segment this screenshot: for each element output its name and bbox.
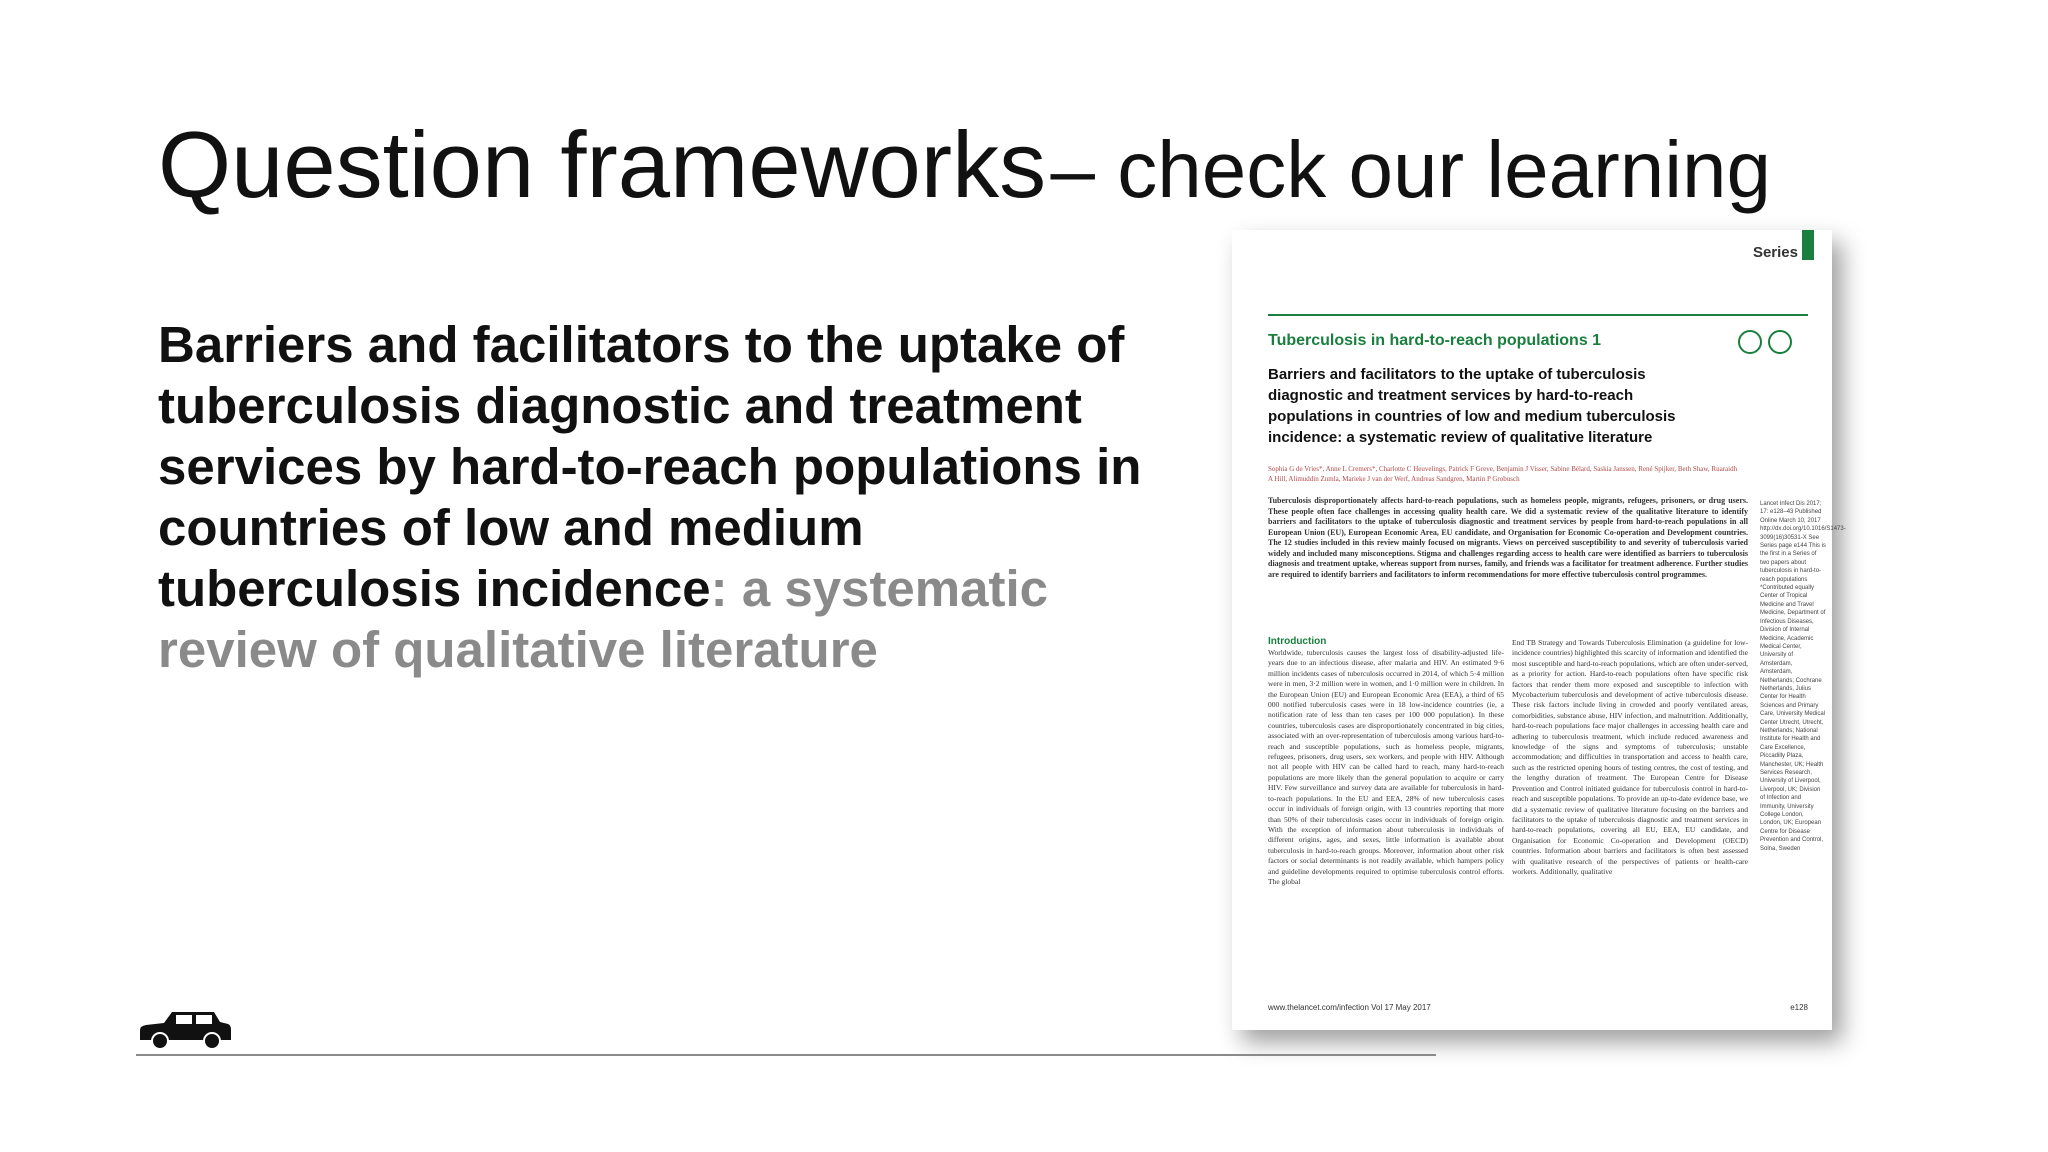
series-color-bar <box>1802 230 1814 260</box>
lead-text <box>158 314 1178 680</box>
journal-page-image <box>1232 230 1846 1030</box>
series-label: Series <box>1752 244 1798 261</box>
body-column-1: Worldwide, tuberculosis causes the largest loss of disability-adjusted life-years due to an infectious disease, after malaria and HIV. An estimated 9·6 million incidents cases of tuberculosis occurred in 2014, of which 5·4 million were in men, 3·2 million were in women, and 1·0 million were in children. In the European Union (EU) and European Economic Area (EEA), a third of 65 000 notified tuberculosis cases were in 18 low-incidence countries (ie, a notification rate of less than ten cases per 100 000 population). In these countries, tuberculosis cases are disproportionately concentrated in big cities, associated with an over-representation of tuberculosis among various hard-to-reach and susceptible populations, such as homeless people, migrants, refugees, prisoners, drug users, sex workers, and people with HIV. Although not all people with HIV can be called hard to reach, many hard-to-reach populations are more likely than the general population to acquire or carry HIV. Few surveillance and survey data are available for tuberculosis in hard-to-reach populations. In the EU and EEA, 28% of new tuberculosis cases occur in individuals of foreign origin, with 13 countries reporting that more than 50% of their tuberculosis cases occur in individuals of foreign origin. With the exception of information about tuberculosis in individuals of different origins, ages, and sexes, little information is available about tuberculosis in hard-to-reach groups. Moreover, information about other risk factors or social determinants is not readily available, which hampers policy and guideline developments required to optimise tuberculosis control efforts. The global <box>1268 648 1504 886</box>
lead-grey: : a systematic review of qualitative literature <box>158 560 1049 678</box>
car-icon <box>136 1010 232 1050</box>
page-footer-number: e128 <box>1790 1003 1808 1012</box>
series-title: Tuberculosis in hard-to-reach populations 1 <box>1268 332 1602 349</box>
crossmark-icon <box>1768 330 1792 354</box>
slide-title-main: Question frameworks <box>158 112 1047 217</box>
slide-title-sub: – check our learning <box>1050 125 1771 214</box>
access-badges <box>1738 330 1792 354</box>
article-title: Barriers and facilitators to the uptake of tuberculosis diagnostic and treatment services by hard-to-reach populations in countries of low and medium tuberculosis incidence: a systematic review of qualitative literature <box>1268 366 1676 446</box>
lead-bold: Barriers and facilitators to the uptake of tuberculosis diagnostic and treatment services by hard-to-reach populations in countries of low and medium tuberculosis incidence <box>158 316 1142 617</box>
header-rule <box>1268 314 1808 316</box>
slide-title <box>158 112 1771 217</box>
article-abstract: Tuberculosis disproportionately affects hard-to-reach populations, such as homeless people, migrants, refugees, prisoners, or drug users. These people often face challenges in accessing quality health care. We did a systematic review of the qualitative literature to identify barriers and facilitators to the uptake of tuberculosis diagnostic and treatment services by people from hard-to-reach populations in all European Union (EU), European Economic Area, EU candidate, and Organisation for Economic Co-operation and Development countries. The 12 studies included in this review mainly focused on migrants. Views on perceived susceptibility to and severity of tuberculosis varied widely and included many misconceptions. Stigma and challenges regarding access to health care were identified as barriers to tuberculosis diagnosis and treatment uptake, whereas support from nurses, family, and friends was a facilitator for treatment adherence. Further studies are required to identify barriers and facilitators to inform recommendations for more effective tuberculosis control programmes. <box>1268 496 1748 579</box>
article-authors: Sophia G de Vries*, Anne L Cremers*, Charlotte C Heuvelings, Patrick F Greve, Benjamin J Visser, Sabine Bélard, Saskia Janssen, René Spijker, Beth Shaw, Ruaraidh A Hill, Alimuddin Zumla, Marieke J van der Werf, Andreas Sandgren, Martin P Grobusch <box>1268 465 1738 483</box>
open-access-icon <box>1738 330 1762 354</box>
introduction-heading: Introduction <box>1268 636 1327 647</box>
page-footer-journal: www.thelancet.com/infection Vol 17 May 2017 <box>1268 1003 1431 1012</box>
article-sidebar: Lancet Infect Dis 2017; 17: e128–43 Published Online March 10, 2017 http://dx.doi.org/10.1016/S1473-3099(16)30531-X See Series page e144 This is the first in a Series of two papers about tuberculosis in hard-to-reach populations *Contributed equally Center of Tropical Medicine and Travel Medicine, Department of Infectious Diseases, Division of Internal Medicine, Academic Medical Center, University of Amsterdam, Amsterdam, Netherlands; Cochrane Netherlands, Julius Center for Health Sciences and Primary Care, University Medical Center Utrecht, Utrecht, Netherlands; National Institute for Health and Care Excellence, Piccadilly Plaza, Manchester, UK; Health Services Research, University of Liverpool, Liverpool, UK; Division of Infection and Immunity, University College London, London, UK; European Centre for Disease Prevention and Control, Solna, Sweden <box>1760 501 1846 852</box>
body-column-2: End TB Strategy and Towards Tuberculosis Elimination (a guideline for low-incidence countries) highlighted this scarcity of information and identified the most susceptible and hard-to-reach populations, which are often under-served, as a priority for action. Hard-to-reach populations often have specific risk factors that render them more exposed and susceptible to infection with Mycobacterium tuberculosis and development of active tuberculosis disease. These risk factors include living in crowded and poorly ventilated areas, comorbidities, substance abuse, HIV infection, and malnutrition. Additionally, hard-to-reach populations face major challenges in accessing health care and adhering to tuberculosis treatment, which include reduced awareness and knowledge of the signs and symptoms of tuberculosis; unstable accommodation; and difficulties in transportation and access to health care, such as the restricted opening hours of testing centres, the cost of testing, and the lengthy duration of treatment. The European Centre for Disease Prevention and Control initiated guidance for tuberculosis control in hard-to-reach and susceptible populations. To provide an up-to-date evidence base, we did a systematic review of qualitative literature focusing on the barriers and facilitators to the uptake of tuberculosis diagnostic and treatment services in hard-to-reach populations, covering all EU, EEA, EU candidate, and Organisation for Economic Co-operation and Development (OECD) countries. Information about barriers and facilitators is often best assessed with qualitative research of the perspectives of patients or health-care workers. Additionally, qualitative <box>1512 638 1748 876</box>
footer-divider-line <box>136 1054 1436 1056</box>
